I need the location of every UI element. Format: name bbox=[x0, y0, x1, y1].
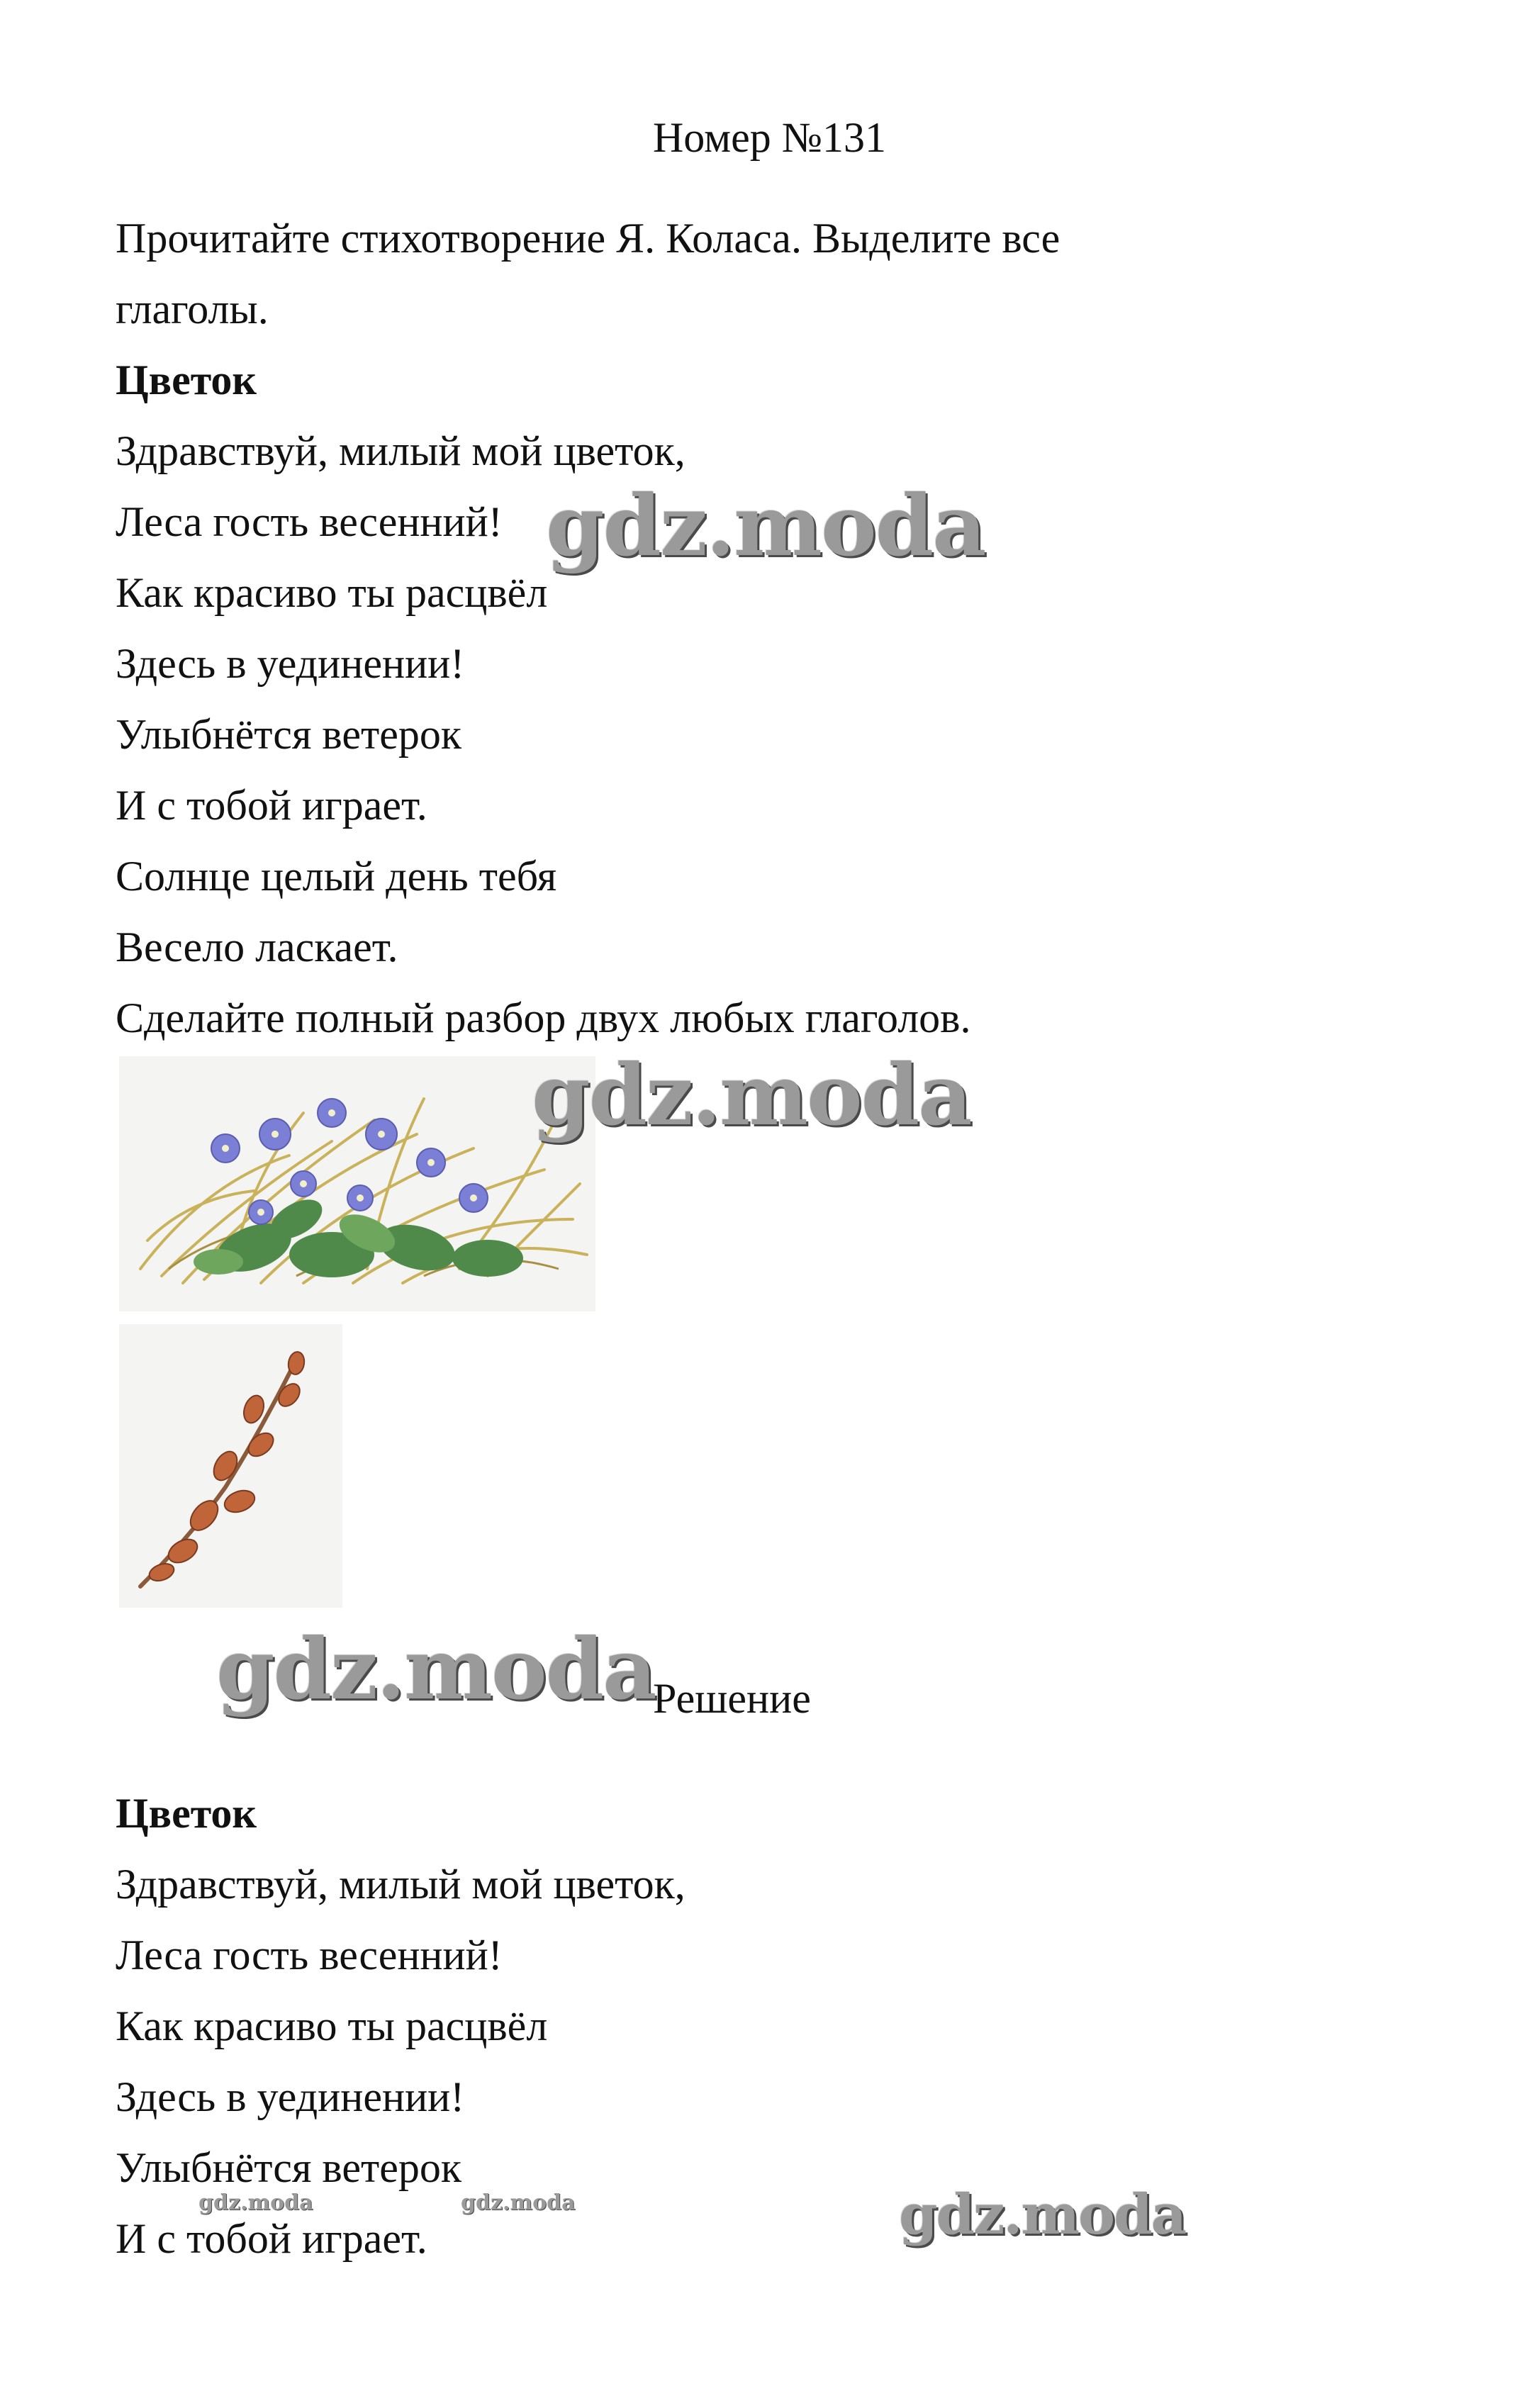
watermark: gdz.moda bbox=[216, 1620, 656, 1718]
poem-line: И с тобой играет. bbox=[116, 782, 427, 829]
poem-line: Улыбнётся ветерок bbox=[116, 711, 462, 758]
watermark: gdz.moda bbox=[546, 476, 985, 575]
solution-poem-line: Улыбнётся ветерок bbox=[116, 2144, 462, 2191]
solution-poem-line: Здравствуй, милый мой цветок, bbox=[116, 1861, 685, 1908]
solution-poem-title: Цветок bbox=[116, 1790, 257, 1837]
poem-line: Весело ласкает. bbox=[116, 924, 398, 970]
task-text-line-1: Прочитайте стихотворение Я. Коласа. Выделите все bbox=[116, 215, 1060, 262]
poem-line: Здесь в уединении! bbox=[116, 640, 465, 687]
task-instruction: Сделайте полный разбор двух любых глаголов. bbox=[116, 995, 971, 1041]
poem-line: Солнце целый день тебя bbox=[116, 853, 557, 900]
poem-line: Как красиво ты расцвёл bbox=[116, 569, 548, 616]
poem-line: Здравствуй, милый мой цветок, bbox=[116, 427, 685, 474]
solution-label: Решение bbox=[653, 1675, 811, 1722]
solution-poem-line: Как красиво ты расцвёл bbox=[116, 2003, 548, 2049]
flowers-illustration bbox=[119, 1056, 595, 1311]
watermark: gdz.moda bbox=[461, 2190, 576, 2215]
watermark: gdz.moda bbox=[899, 2183, 1186, 2247]
poem-title: Цветок bbox=[116, 357, 257, 403]
page-title: Номер №131 bbox=[652, 114, 887, 161]
willow-branch-icon bbox=[119, 1324, 342, 1608]
willow-branch-illustration bbox=[119, 1324, 342, 1608]
solution-poem-line: Леса гость весенний! bbox=[116, 1932, 503, 1978]
solution-poem-line: Здесь в уединении! bbox=[116, 2073, 465, 2120]
solution-poem-line: И с тобой играет. bbox=[116, 2215, 427, 2262]
watermark: gdz.moda bbox=[532, 1046, 971, 1144]
task-text-line-2: глаголы. bbox=[116, 286, 269, 332]
flowers-icon bbox=[119, 1056, 595, 1311]
watermark: gdz.moda bbox=[198, 2190, 313, 2215]
poem-line: Леса гость весенний! bbox=[116, 498, 503, 545]
